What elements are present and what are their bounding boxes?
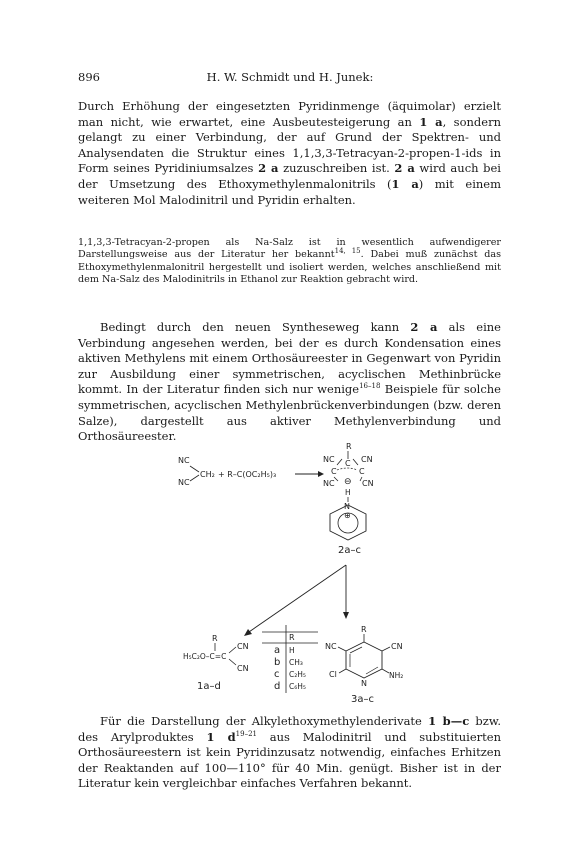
- product2-nc-bottom: NC: [323, 479, 335, 488]
- bond-line: [382, 647, 390, 651]
- compound-3-label: 3a–c: [351, 694, 374, 705]
- product2-c-center: C: [345, 459, 351, 468]
- product2-c-right: C: [359, 467, 365, 476]
- paragraph-3: Für die Darstellung der Alkylethoxymethylenderivate 1 b—c bzw. des Arylproduktes 1 $d^{19-21}$ aus Malodinitril und substituierten Orthosäureestern ist kein Pyridinzusatz notwendig, einfaches Erhitzen der Reaktanden auf 100—110° für 40 Min. genügt. Bisher ist in der Literatur kein vergleichbar einfaches Verfahren bekannt.: [78, 714, 501, 791]
- bond-line: [339, 669, 346, 673]
- compound1-r: R: [212, 634, 218, 643]
- compound3-cl: Cl: [329, 670, 337, 679]
- compound1-formula: H₅C₂O–C=C: [183, 652, 227, 661]
- compound3-nc: NC: [325, 642, 337, 651]
- product2-r: R: [346, 442, 352, 451]
- bond-line: [229, 647, 236, 653]
- table-r-d: C₆H₅: [289, 682, 306, 691]
- table-letter-b: b: [274, 657, 281, 668]
- delocalized-bond: [337, 468, 357, 470]
- bond-line: [190, 475, 199, 481]
- table-header-r: R: [289, 633, 295, 642]
- bond-line: [190, 466, 199, 472]
- table-letter-a: a: [274, 645, 281, 656]
- compound1-cn-bottom: CN: [237, 664, 249, 673]
- pyridinium-charge: ⊕: [344, 511, 351, 520]
- table-r-a: H: [289, 646, 295, 655]
- compound3-n: N: [361, 679, 367, 688]
- reactant-ch2: CH₂: [200, 470, 215, 479]
- running-title: H. W. Schmidt und H. Junek:: [206, 70, 374, 84]
- bond-line: [337, 459, 342, 465]
- product2-nc-top: NC: [323, 455, 335, 464]
- reagent-orthoester: + R–C(OC₂H₅)₃: [218, 470, 277, 479]
- product2-cn-bottom: CN: [362, 479, 374, 488]
- pyridine-ring: [346, 642, 382, 678]
- bond-line: [338, 647, 346, 651]
- bond-line: [382, 669, 389, 673]
- product2-c-left: C: [331, 467, 337, 476]
- compound3-r: R: [361, 625, 367, 634]
- table-r-c: C₂H₅: [289, 670, 306, 679]
- paragraph-2: Bedingt durch den neuen Syntheseweg kann 2 a als eine Verbindung angesehen werden, bei der es durch Kondensation eines aktiven Methylens mit einem Orthosäureester in Gegenwart von Pyridin zur Ausbildung einer symmetrischen, acyclischen Methinbrücke kommt. In der Literatur finden sich nur wenige$^{16-18}$ Beispiele für solche symmetrischen, acyclischen Methylenbrückenverbindungen (bzw. deren Salze), dargestellt aus aktiver Methylenverbindung und Orthosäureester.: [78, 320, 501, 444]
- paragraph-small-print: 1,1,3,3-Tetracyan-2-propen als Na-Salz ist in wesentlich aufwendigerer Darstellungsweise aus der Literatur her bekannt$^{14, 15}$. Dabei muß zunächst das Ethoxymethylenmalonitril hergestellt und isoliert werden, welches anschließend mit dem Na-Salz des Malodinitrils in Ethanol zur Reaktion gebracht wird.: [78, 237, 502, 286]
- compound1-cn-top: CN: [237, 642, 249, 651]
- pyridinium-n: N: [344, 502, 350, 511]
- table-letter-d: d: [274, 681, 281, 692]
- pyridinium-h: H: [345, 488, 351, 497]
- substituent-table-rows: [274, 645, 306, 692]
- compound3-nh2: NH₂: [389, 671, 404, 680]
- reaction-arrowhead: [318, 471, 324, 477]
- bond-line: [334, 477, 338, 481]
- paragraph-1: Durch Erhöhung der eingesetzten Pyridinmenge (äquimolar) erzielt man nicht, wie erwartet, eine Ausbeutesteigerung an 1 a, sondern gelangt zu einer Verbindung, der auf Grund der Spektren- und Analysendaten die Struktur eines 1,1,3,3-Tetracyan-2-propen-1-ids in Form seines Pyridiniumsalzes 2 a zuzuschreiben ist. 2 a wird auch bei der Umsetzung des Ethoxymethylenmalonitrils (1 a) mit einem weiteren Mol Malodinitril und Pyridin erhalten.: [78, 99, 501, 207]
- compound-1-label: 1a–d: [197, 681, 221, 692]
- arrowhead: [343, 612, 349, 619]
- anion-charge: ⊖: [344, 477, 352, 487]
- table-letter-c: c: [274, 669, 280, 680]
- double-bond: [366, 667, 378, 674]
- page-number: 896: [78, 70, 100, 84]
- arrow-2-to-1: [246, 565, 346, 634]
- compound-2-label: 2a–c: [338, 545, 361, 556]
- product2-cn-top: CN: [361, 455, 373, 464]
- reactant-nc-bottom: NC: [178, 478, 190, 487]
- reactant-nc-top: NC: [178, 456, 190, 465]
- compound3-cn: CN: [391, 642, 403, 651]
- table-r-b: CH₃: [289, 658, 303, 667]
- bond-line: [353, 459, 358, 465]
- arrowhead: [244, 629, 252, 636]
- bond-line: [229, 659, 236, 665]
